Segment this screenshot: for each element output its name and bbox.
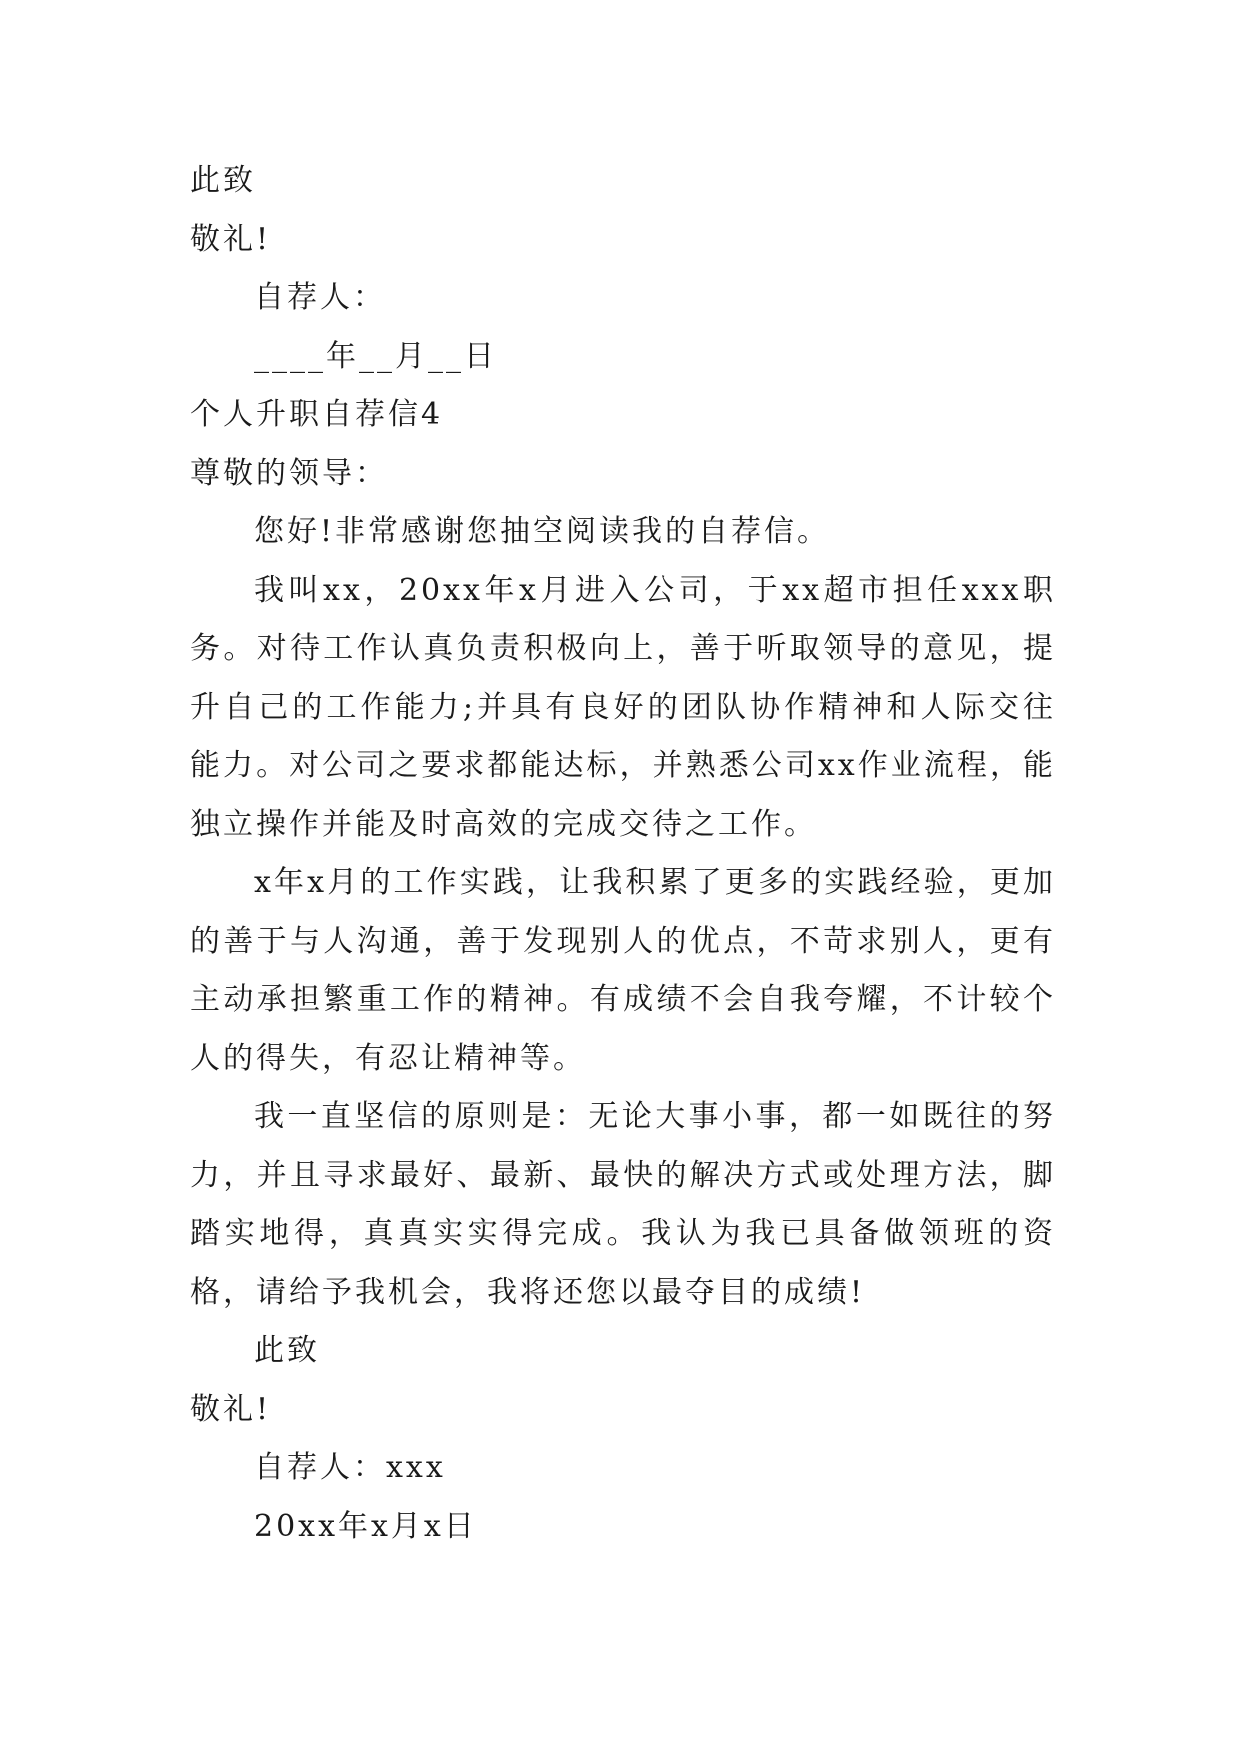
date-line: ____年__月__日 xyxy=(254,338,497,374)
paragraph-experience: x年x月的工作实践，让我积累了更多的实践经验，更加的善于与人沟通，善于发现别人的优点，不苛求别人，更有主动承担繁重工作的精神。有成绩不会自我夸耀，不计较个人的得失，有忍让精神等。 xyxy=(190,865,1056,1076)
signer-line: 自荐人：xxx xyxy=(254,1450,446,1485)
paragraph-principle: 我一直坚信的原则是：无论大事小事，都一如既往的努力，并且寻求最好、最新、最快的解决方式或处理方法，脚踏实地得，真真实实得完成。我认为我已具备做领班的资格，请给予我机会，我将还您以最夺目的成绩! xyxy=(190,1099,1056,1310)
salutation-line: 敬礼! xyxy=(190,221,272,257)
greeting-line: 尊敬的领导： xyxy=(190,455,388,491)
closing-line: 此致 xyxy=(190,163,256,198)
date-line: 20xx年x月x日 xyxy=(254,1508,477,1544)
paragraph-background: 我叫xx，20xx年x月进入公司，于xx超市担任xxx职务。对待工作认真负责积极向上，善于听取领导的意见，提升自己的工作能力;并具有良好的团队协作精神和人际交往能力。对公司之要求都能达标，并熟悉公司xx作业流程，能独立操作并能及时高效的完成交待之工作。 xyxy=(190,572,1056,842)
letter-body xyxy=(190,152,1056,1556)
salutation-line: 敬礼! xyxy=(190,1391,272,1427)
letter-title: 个人升职自荐信4 xyxy=(190,397,444,432)
closing-line: 此致 xyxy=(254,1333,320,1368)
paragraph-intro: 您好!非常感谢您抽空阅读我的自荐信。 xyxy=(254,514,831,549)
signer-line: 自荐人： xyxy=(254,280,386,315)
